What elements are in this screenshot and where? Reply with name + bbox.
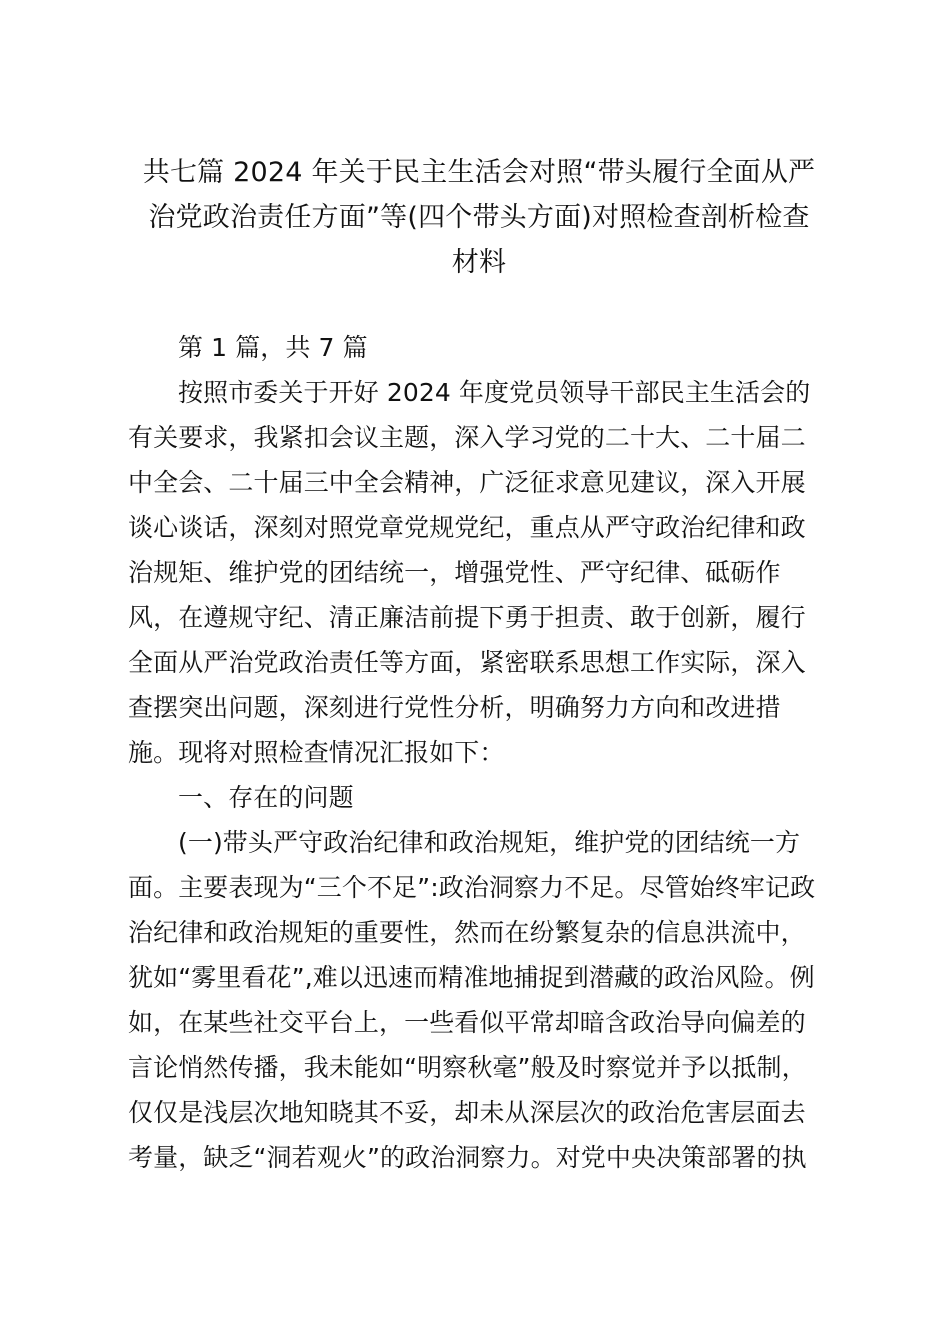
intro-line: 施。现将对照检查情况汇报如下：	[128, 738, 505, 767]
document-title	[120, 150, 838, 285]
body-line: 仅仅是浅层次地知晓其不妥，却未从深层次的政治危害层面去	[128, 1098, 806, 1127]
body-line: 治纪律和政治规矩的重要性，然而在纷繁复杂的信息洪流中，	[128, 918, 806, 947]
intro-line: 按照市委关于开好 2024 年度党员领导干部民主生活会的	[178, 378, 811, 407]
body-line: 言论悄然传播，我未能如“明察秋毫”般及时察觉并予以抵制，	[128, 1053, 807, 1082]
intro-line: 查摆突出问题，深刻进行党性分析，明确努力方向和改进措	[128, 693, 781, 722]
section-heading: 一、存在的问题	[178, 783, 354, 812]
intro-line: 谈心谈话，深刻对照党章党规党纪，重点从严守政治纪律和政	[128, 513, 806, 542]
body-line: 犹如“雾里看花”,难以迅速而精准地捕捉到潜藏的政治风险。例	[128, 963, 815, 992]
intro-line: 风，在遵规守纪、清正廉洁前提下勇于担责、敢于创新，履行	[128, 603, 806, 632]
intro-line: 治规矩、维护党的团结统一，增强党性、严守纪律、砥砺作	[128, 558, 781, 587]
body-line: 如，在某些社交平台上，一些看似平常却暗含政治导向偏差的	[128, 1008, 806, 1037]
title-line: 材料	[451, 247, 507, 278]
body-line: (一)带头严守政治纪律和政治规矩，维护党的团结统一方	[178, 828, 801, 857]
title-line: 治党政治责任方面”等(四个带头方面)对照检查剖析检查	[148, 202, 810, 233]
body-line: 考量，缺乏“洞若观火”的政治洞察力。对党中央决策部署的执	[128, 1143, 807, 1172]
intro-line: 中全会、二十届三中全会精神，广泛征求意见建议，深入开展	[128, 468, 806, 497]
title-line: 共七篇 2024 年关于民主生活会对照“带头履行全面从严	[142, 157, 816, 188]
intro-line: 全面从严治党政治责任等方面，紧密联系思想工作实际，深入	[128, 648, 806, 677]
intro-line: 有关要求，我紧扣会议主题，深入学习党的二十大、二十届二	[128, 423, 806, 452]
body-line: 面。主要表现为“三个不足”:政治洞察力不足。尽管始终牢记政	[128, 873, 816, 902]
part-label: 第 1 篇，共 7 篇	[178, 333, 368, 362]
